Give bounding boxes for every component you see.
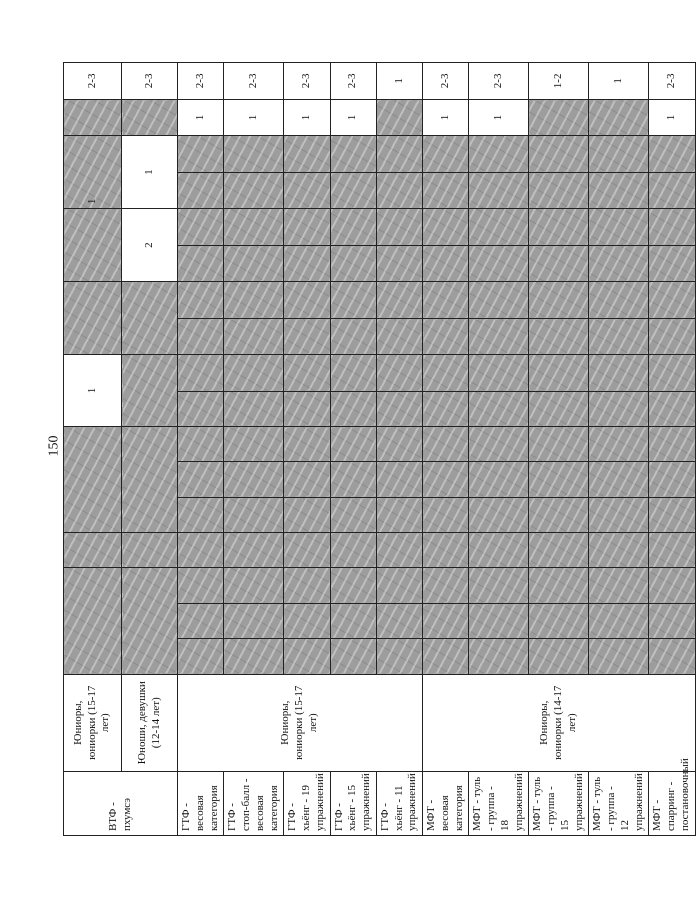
sport-name: МФТ - спарринг - постановочный [649,771,695,835]
shaded-cell [529,136,589,172]
shaded-cell [122,282,178,355]
shaded-cell [64,426,122,532]
sport-name: МФТ - туль - группа - 12 упражнений [589,771,649,835]
shaded-cell [376,391,422,426]
shaded-cell [284,172,330,208]
shaded-cell [122,533,178,568]
shaded-cell [224,462,284,497]
shaded-cell [330,172,376,208]
level-cell: 1 [423,99,469,135]
shaded-cell [376,568,422,603]
shaded-cell [224,568,284,603]
shaded-cell [178,497,224,532]
shaded-cell [469,282,529,318]
shaded-cell [469,172,529,208]
shaded-cell [649,318,695,354]
level-cell: 1 [376,63,422,100]
shaded-cell [330,497,376,532]
shaded-cell [469,426,529,461]
sport-name: ГТФ - хьёнг - 15 упражнений [330,771,376,835]
shaded-cell [649,136,695,172]
sport-name: МФТ - туль - группа - 15 упражнений [529,771,589,835]
shaded-cell [224,136,284,172]
shaded-cell [423,245,469,281]
shaded-cell [224,497,284,532]
shaded-cell [529,355,589,391]
shaded-cell [376,172,422,208]
shaded-cell [178,533,224,568]
shaded-cell [376,136,422,172]
shaded-cell [376,426,422,461]
shaded-cell [423,603,469,638]
shaded-cell [529,282,589,318]
shaded-cell [178,391,224,426]
shaded-cell [64,282,122,355]
shaded-cell [330,426,376,461]
shaded-cell [423,318,469,354]
shaded-cell [178,209,224,245]
shaded-cell [284,426,330,461]
shaded-cell [589,391,649,426]
shaded-cell [284,568,330,603]
shaded-cell [284,209,330,245]
shaded-cell [529,603,589,638]
shaded-cell [178,568,224,603]
shaded-cell [122,568,178,674]
level-cell: 2-3 [122,63,178,100]
shaded-cell [178,603,224,638]
shaded-cell [330,603,376,638]
shaded-cell [529,209,589,245]
shaded-cell [649,426,695,461]
shaded-cell [423,426,469,461]
table-row [122,63,178,836]
shaded-cell [224,391,284,426]
shaded-cell [469,603,529,638]
shaded-cell [376,497,422,532]
shaded-cell [589,282,649,318]
table-row [64,63,122,836]
shaded-cell [284,318,330,354]
shaded-cell [589,355,649,391]
shaded-cell [330,245,376,281]
shaded-cell [330,282,376,318]
level-cell: 2-3 [178,63,224,100]
shaded-cell [469,391,529,426]
shaded-cell [284,533,330,568]
shaded-cell [284,245,330,281]
shaded-cell [469,497,529,532]
shaded-cell [122,99,178,135]
shaded-cell [122,426,178,532]
level-cell [589,99,649,135]
shaded-cell [224,172,284,208]
shaded-cell [376,355,422,391]
shaded-cell [423,282,469,318]
shaded-cell [423,533,469,568]
shaded-cell [469,533,529,568]
shaded-cell [529,426,589,461]
shaded-cell [330,355,376,391]
shaded-cell [589,568,649,603]
table-row [178,63,224,836]
shaded-cell [376,603,422,638]
shaded-cell [589,533,649,568]
shaded-cell [284,639,330,674]
shaded-cell [64,533,122,568]
shaded-cell [376,209,422,245]
shaded-cell [423,568,469,603]
shaded-cell [589,245,649,281]
shaded-cell [649,568,695,603]
shaded-cell [649,209,695,245]
shaded-cell [376,533,422,568]
shaded-cell [529,639,589,674]
shaded-cell [330,462,376,497]
shaded-cell [649,639,695,674]
level-cell: 2-3 [284,63,330,100]
shaded-cell [649,391,695,426]
shaded-cell [284,282,330,318]
level-cell: 2-3 [64,63,122,100]
shaded-cell [589,462,649,497]
shaded-cell [178,318,224,354]
level-cell: 1 [649,99,695,135]
shaded-cell [178,462,224,497]
shaded-cell [376,318,422,354]
shaded-cell [529,497,589,532]
level-cell: 1 [64,355,122,427]
shaded-cell [330,533,376,568]
shaded-cell [64,99,122,135]
level-cell: 2-3 [649,63,695,100]
shaded-cell [649,462,695,497]
shaded-cell [64,568,122,674]
sports-table [63,62,696,836]
sport-name: ВТФ - пхумсэ [64,771,178,835]
shaded-cell [224,245,284,281]
shaded-cell [423,497,469,532]
shaded-cell [284,462,330,497]
shaded-cell [469,245,529,281]
shaded-cell [423,136,469,172]
shaded-cell [284,391,330,426]
shaded-cell [423,462,469,497]
shaded-cell [122,355,178,427]
shaded-cell [423,639,469,674]
shaded-cell [589,426,649,461]
shaded-cell [589,209,649,245]
level-cell: 2-3 [423,63,469,100]
shaded-cell [589,172,649,208]
shaded-cell [376,462,422,497]
level-cell: 1 [122,136,178,209]
shaded-cell [529,318,589,354]
shaded-cell [330,318,376,354]
shaded-cell [284,136,330,172]
shaded-cell [224,639,284,674]
shaded-cell [330,568,376,603]
age-group: Юноши, девушки (12-14 лет) [122,674,178,771]
shaded-cell [649,282,695,318]
shaded-cell [589,136,649,172]
shaded-cell [423,391,469,426]
level-cell: 2 [122,209,178,282]
shaded-cell [589,639,649,674]
shaded-cell [589,318,649,354]
shaded-cell [178,136,224,172]
sport-name: ГТФ - хьёнг - 11 упражнений [376,771,422,835]
level-cell: 1 [469,99,529,135]
level-cell: 1 [284,99,330,135]
shaded-cell [529,172,589,208]
shaded-cell [589,603,649,638]
shaded-cell [224,209,284,245]
shaded-cell [529,533,589,568]
shaded-cell [178,355,224,391]
level-cell: 1 [178,99,224,135]
shaded-cell [469,209,529,245]
page-number: 150 [46,435,62,457]
shaded-cell [649,355,695,391]
level-cell: 1 [224,99,284,135]
sport-name: МФТ - туль - группа - 18 упражнений [469,771,529,835]
level-cell: 1 [64,136,122,209]
shaded-cell [529,245,589,281]
shaded-cell [284,497,330,532]
age-group: Юниоры, юниорки (15-17 лет) [178,674,423,771]
shaded-cell [178,172,224,208]
shaded-cell [649,533,695,568]
level-cell: 1 [589,63,649,100]
shaded-cell [284,355,330,391]
shaded-cell [376,282,422,318]
shaded-cell [224,603,284,638]
shaded-cell [178,245,224,281]
shaded-cell [330,136,376,172]
level-cell: 1 [330,99,376,135]
age-group: Юниоры, юниорки (15-17 лет) [64,674,122,771]
shaded-cell [330,639,376,674]
sport-name: МФТ - весовая категория [423,771,469,835]
shaded-cell [469,568,529,603]
sport-name: ГТФ - хьёнг - 19 упражнений [284,771,330,835]
shaded-cell [529,462,589,497]
rotated-table [63,62,691,836]
shaded-cell [423,209,469,245]
shaded-cell [469,136,529,172]
shaded-cell [469,355,529,391]
shaded-cell [224,318,284,354]
shaded-cell [529,568,589,603]
shaded-cell [376,245,422,281]
shaded-cell [649,172,695,208]
shaded-cell [330,209,376,245]
sport-name: ГТФ - весовая категория [178,771,224,835]
level-cell: 1-2 [529,63,589,100]
shaded-cell [330,391,376,426]
shaded-cell [589,497,649,532]
age-group: Юниоры, юниорки (14-17 лет) [423,674,696,771]
shaded-cell [649,245,695,281]
level-cell [376,99,422,135]
shaded-cell [423,172,469,208]
shaded-cell [529,391,589,426]
shaded-cell [649,497,695,532]
sport-name: ГТФ - стоп-балл - весовая категория [224,771,284,835]
level-cell: 2-3 [330,63,376,100]
shaded-cell [178,639,224,674]
shaded-cell [649,603,695,638]
shaded-cell [469,639,529,674]
shaded-cell [284,603,330,638]
shaded-cell [224,282,284,318]
level-cell [529,99,589,135]
shaded-cell [178,426,224,461]
shaded-cell [178,282,224,318]
level-cell: 2-3 [469,63,529,100]
shaded-cell [224,533,284,568]
table-row [423,63,469,836]
shaded-cell [469,318,529,354]
shaded-cell [423,355,469,391]
level-cell: 2-3 [224,63,284,100]
shaded-cell [376,639,422,674]
shaded-cell [224,355,284,391]
level-cell [64,209,122,282]
shaded-cell [469,462,529,497]
shaded-cell [224,426,284,461]
